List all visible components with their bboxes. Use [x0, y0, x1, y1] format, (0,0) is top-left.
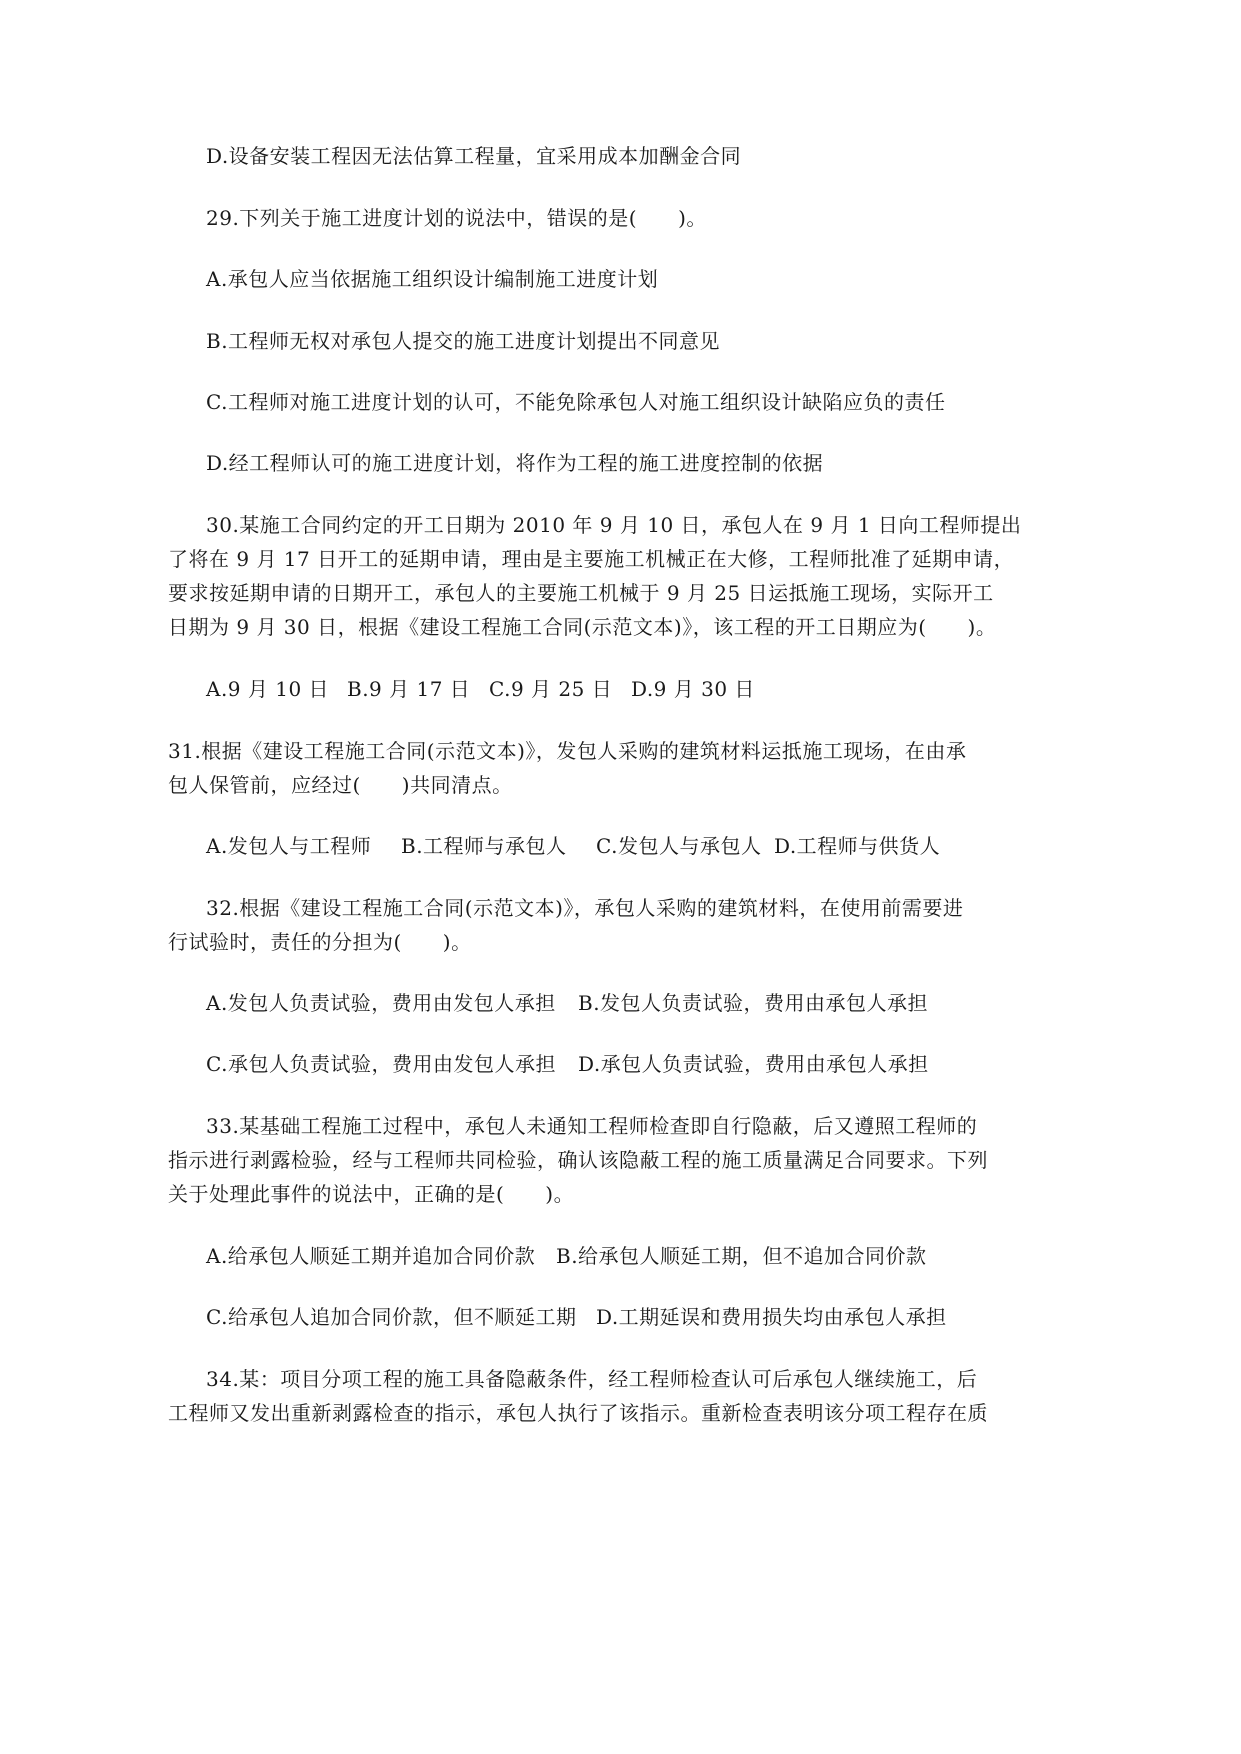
q31-option-a: A.发包人与工程师	[206, 834, 372, 858]
q32-option-d: D.承包人负责试验，费用由承包人承担	[578, 1052, 929, 1076]
q33-options-row-1	[206, 1242, 1006, 1270]
q32-option-c: C.承包人负责试验，费用由发包人承担	[206, 1052, 556, 1076]
q32-option-b: B.发包人负责试验，费用由承包人承担	[578, 991, 929, 1015]
q30-stem-line-4: 日期为 9 月 30 日，根据《建设工程施工合同(示范文本)》，该工程的开工日期应为( )。	[168, 615, 997, 639]
q30-stem-line-1: 30.某施工合同约定的开工日期为 2010 年 9 月 10 日，承包人在 9 月 1 日向工程师提出	[206, 513, 1022, 537]
q31-option-d: D.工程师与供货人	[774, 834, 941, 858]
q30-option-c: C.9 月 25 日	[489, 677, 613, 701]
q31-stem-line-2: 包人保管前，应经过( )共同清点。	[168, 773, 513, 797]
q33-options-row-2	[206, 1303, 1006, 1331]
q28-option-d: D.设备安装工程因无法估算工程量，宜采用成本加酬金合同	[206, 144, 742, 168]
q33-stem-line-2: 指示进行剥露检验，经与工程师共同检验，确认该隐蔽工程的施工质量满足合同要求。下列	[168, 1148, 988, 1172]
q30-option-b: B.9 月 17 日	[347, 677, 471, 701]
q29-option-c: C.工程师对施工进度计划的认可，不能免除承包人对施工组织设计缺陷应负的责任	[206, 390, 946, 414]
q31-options-row	[206, 832, 1006, 860]
q30-stem-line-3: 要求按延期申请的日期开工，承包人的主要施工机械于 9 月 25 日运抵施工现场，实际开工	[168, 581, 994, 605]
q30-options-row	[206, 675, 1006, 703]
q32-options-row-2	[206, 1050, 1006, 1078]
q31-option-b: B.工程师与承包人	[401, 834, 567, 858]
q32-stem-line-1: 32.根据《建设工程施工合同(示范文本)》，承包人采购的建筑材料，在使用前需要进	[206, 896, 964, 920]
q29-option-d: D.经工程师认可的施工进度计划，将作为工程的施工进度控制的依据	[206, 451, 824, 475]
q29-stem: 29.下列关于施工进度计划的说法中，错误的是( )。	[206, 206, 707, 230]
q29-option-a: A.承包人应当依据施工组织设计编制施工进度计划	[206, 267, 659, 291]
q32-stem-line-2: 行试验时，责任的分担为( )。	[168, 930, 472, 954]
q33-stem-line-1: 33.某基础工程施工过程中，承包人未通知工程师检查即自行隐蔽，后又遵照工程师的	[206, 1114, 978, 1138]
q33-stem-line-3: 关于处理此事件的说法中，正确的是( )。	[168, 1182, 575, 1206]
q30-option-d: D.9 月 30 日	[631, 677, 755, 701]
q33-option-a: A.给承包人顺延工期并追加合同价款	[206, 1244, 536, 1268]
q34-stem-line-2: 工程师又发出重新剥露检查的指示，承包人执行了该指示。重新检查表明该分项工程存在质	[168, 1401, 988, 1425]
q33-option-d: D.工期延误和费用损失均由承包人承担	[596, 1305, 947, 1329]
q30-option-a: A.9 月 10 日	[206, 677, 330, 701]
q29-option-b: B.工程师无权对承包人提交的施工进度计划提出不同意见	[206, 329, 721, 353]
q30-stem-line-2: 了将在 9 月 17 日开工的延期申请，理由是主要施工机械正在大修，工程师批准了延期申请，	[168, 547, 1015, 571]
q33-option-c: C.给承包人追加合同价款，但不顺延工期	[206, 1305, 577, 1329]
q33-option-b: B.给承包人顺延工期，但不追加合同价款	[556, 1244, 927, 1268]
q31-stem-line-1: 31.根据《建设工程施工合同(示范文本)》，发包人采购的建筑材料运抵施工现场，在由承	[168, 739, 967, 763]
q32-options-row-1	[206, 989, 1006, 1017]
q34-stem-line-1: 34.某：项目分项工程的施工具备隐蔽条件，经工程师检查认可后承包人继续施工，后	[206, 1367, 978, 1391]
q32-option-a: A.发包人负责试验，费用由发包人承担	[206, 991, 556, 1015]
q31-option-c: C.发包人与承包人	[596, 834, 762, 858]
